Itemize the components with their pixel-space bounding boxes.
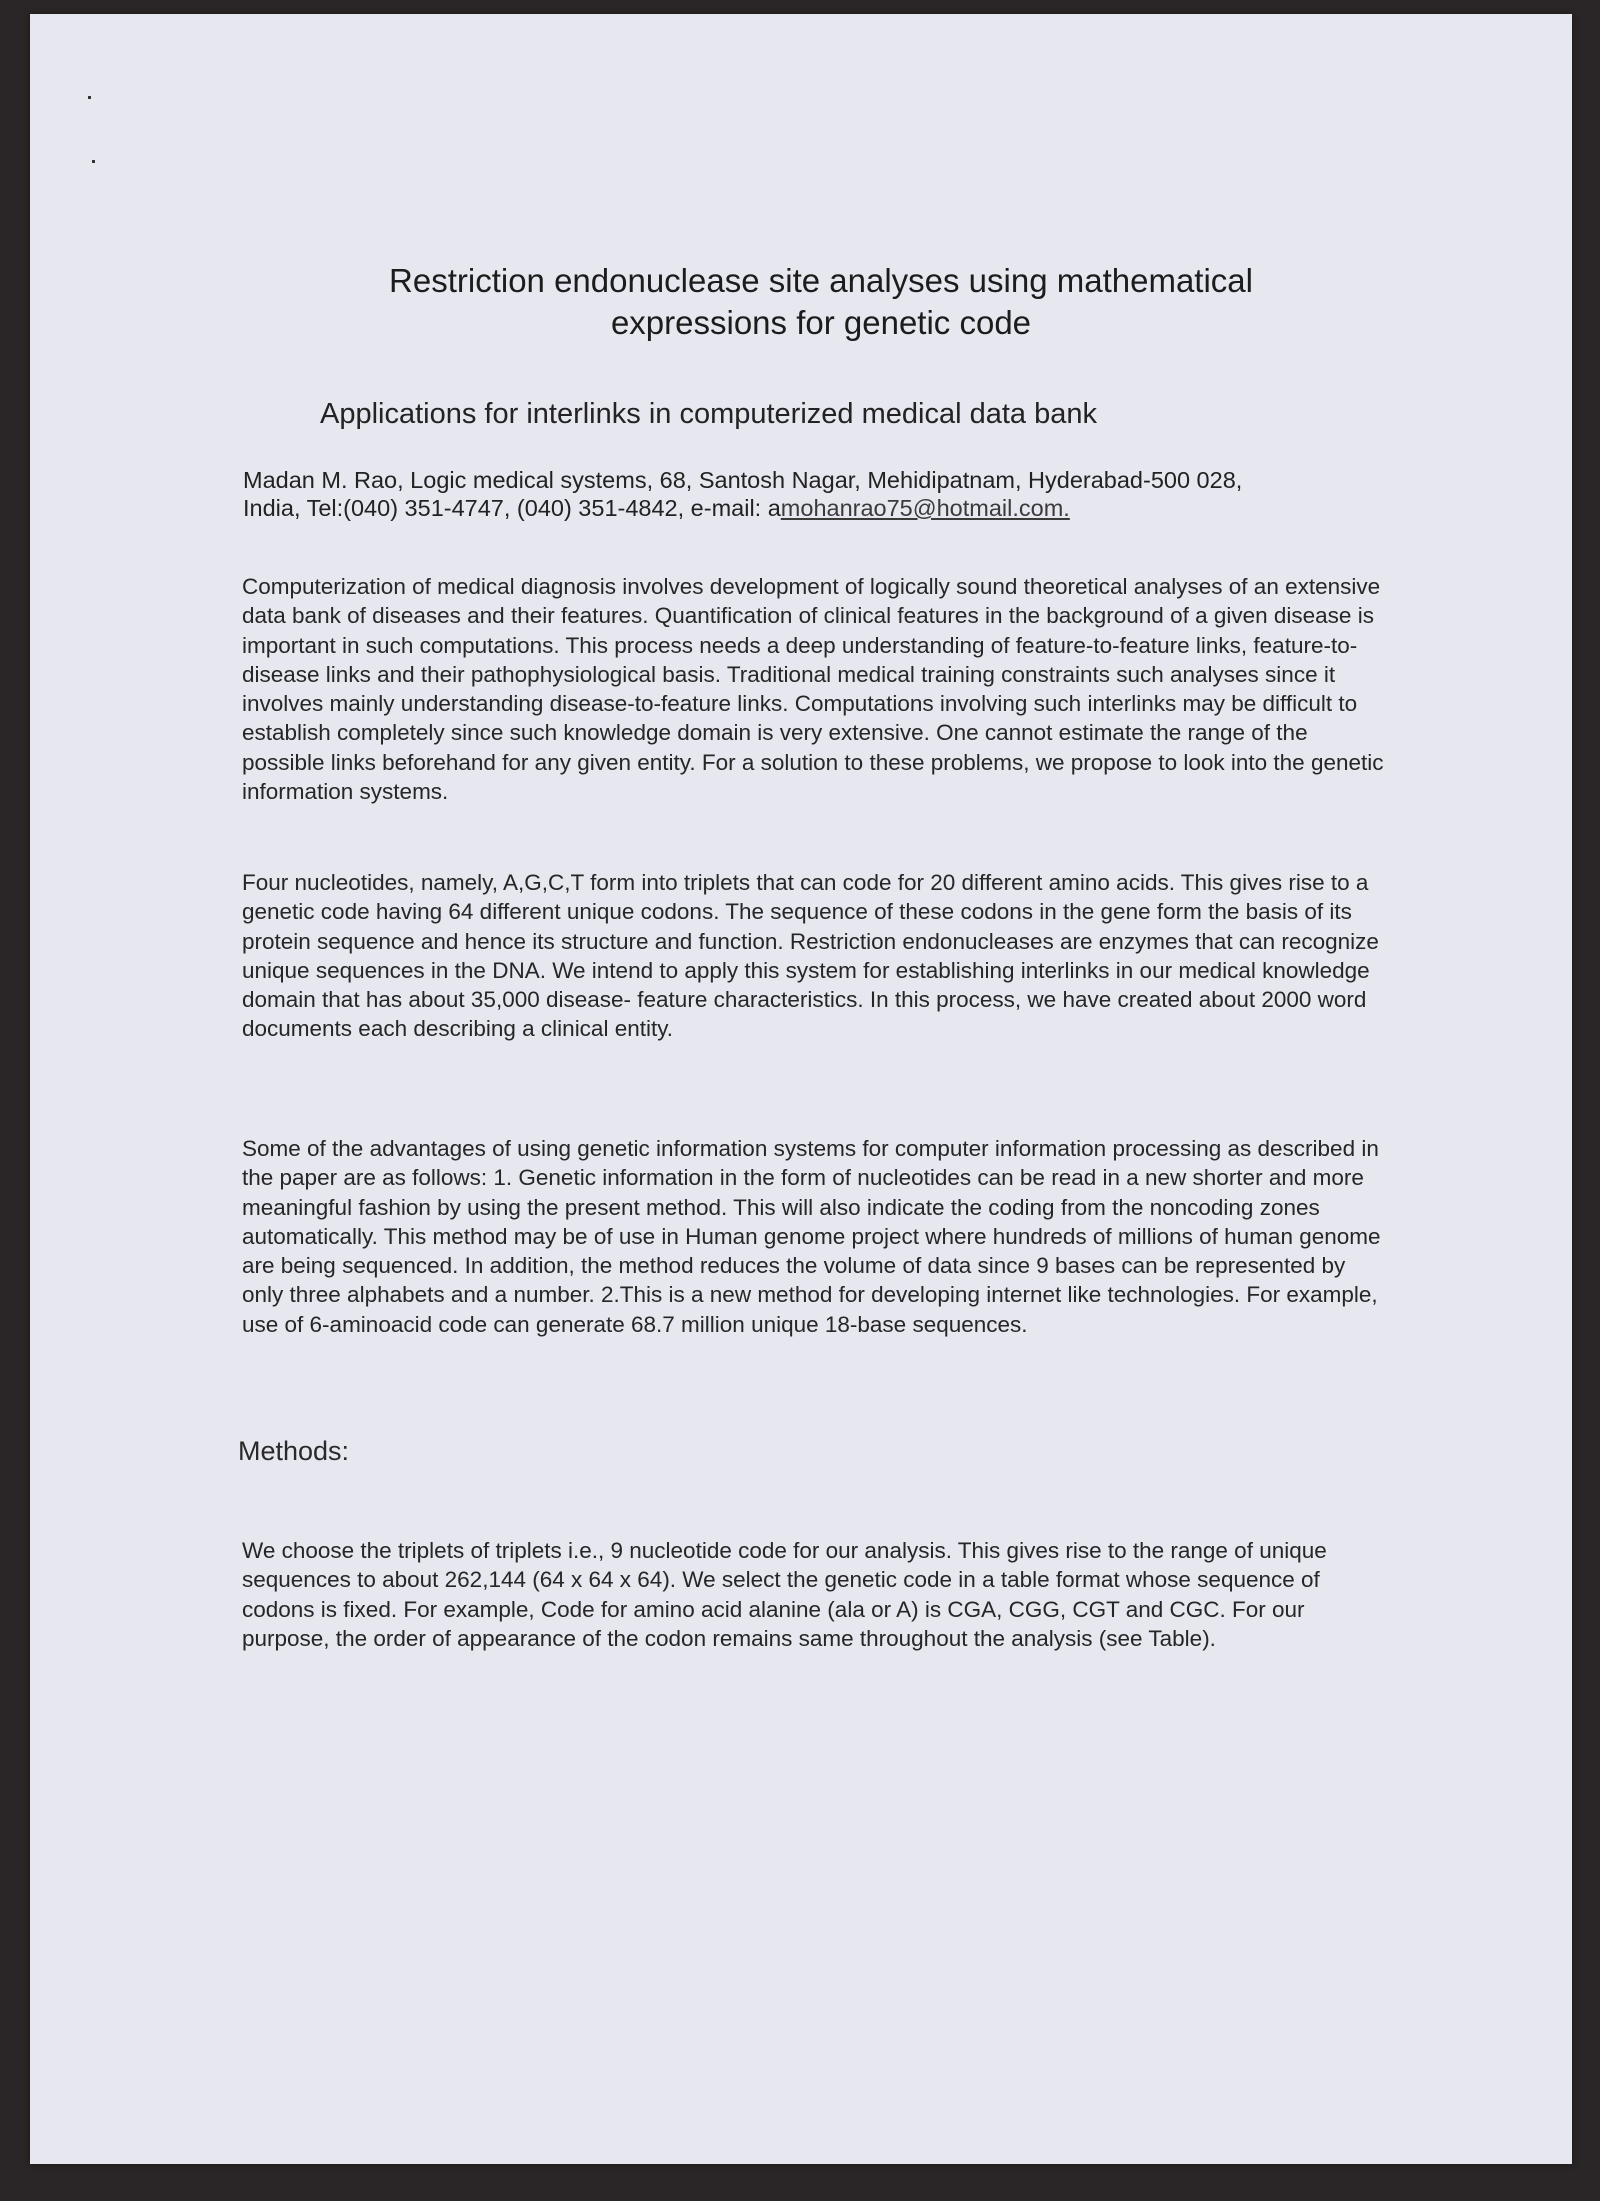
methods-heading: Methods: [238, 1436, 350, 1466]
email-link[interactable]: mohanrao75@hotmail.com. [780, 495, 1070, 521]
author-line: Madan M. Rao, Logic medical systems, 68, Santosh Nagar, Mehidipatnam, Hyderabad-500 028, [243, 467, 1243, 493]
paragraph-nucleotides: Four nucleotides, namely, A,G,C,T form into triplets that can code for 20 different amino acids. This gives rise to a genetic code having 64 different unique codons. The sequence of these codons in the gene form the basis of its protein sequence and hence its structure and function. Restriction endonucleases are enzymes that can recognize unique sequences in the DNA. We intend to apply this system for establishing interlinks in our medical knowledge domain that has about 35,000 disease- feature characteristics. In this process, we have created about 2000 word documents each describing a clinical entity. [242, 870, 1379, 1042]
margin-mark [88, 96, 91, 99]
author-contact: India, Tel:(040) 351-4747, (040) 351-4842, e-mail: a [243, 495, 781, 521]
paragraph-intro: Computerization of medical diagnosis involves development of logically sound theoretical analyses of an extensive data bank of diseases and their features. Quantification of clinical features in the background of a given disease is important in such computations. This process needs a deep understanding of feature-to-feature links, feature-to-disease links and their pathophysiological basis. Traditional medical training constraints such analyses since it involves mainly understanding disease-to-feature links. Computations involving such interlinks may be difficult to establish completely since such knowledge domain is very extensive. One cannot estimate the range of the possible links beforehand for any given entity. For a solution to these problems, we propose to look into the genetic information systems. [242, 574, 1384, 805]
author-info [243, 466, 1393, 522]
title-line: Restriction endonuclease site analyses using mathematical [389, 262, 1253, 299]
paper-sheet [30, 14, 1572, 2164]
document-subtitle: Applications for interlinks in computerized medical data bank [320, 398, 1097, 430]
title-line: expressions for genetic code [610, 304, 1032, 341]
author-line [243, 494, 1393, 522]
paragraph-methods: We choose the triplets of triplets i.e., 9 nucleotide code for our analysis. This gives rise to the range of unique sequences to about 262,144 (64 x 64 x 64). We select the genetic code in a table format whose sequence of codons is fixed. For example, Code for amino acid alanine (ala or A) is CGA, CGG, CGT and CGC. For our purpose, the order of appearance of the codon remains same throughout the analysis (see Table). [242, 1538, 1327, 1651]
document-title [30, 260, 1572, 344]
paragraph-advantages: Some of the advantages of using genetic information systems for computer information processing as described in the paper are as follows: 1. Genetic information in the form of nucleotides can be read in a new shorter and more meaningful fashion by using the present method. This will also indicate the coding from the noncoding zones automatically. This method may be of use in Human genome project where hundreds of millions of human genome are being sequenced. In addition, the method reduces the volume of data since 9 bases can be represented by only three alphabets and a number. 2.This is a new method for developing internet like technologies. For example, use of 6-aminoacid code can generate 68.7 million unique 18-base sequences. [242, 1136, 1381, 1337]
margin-mark [92, 160, 95, 163]
